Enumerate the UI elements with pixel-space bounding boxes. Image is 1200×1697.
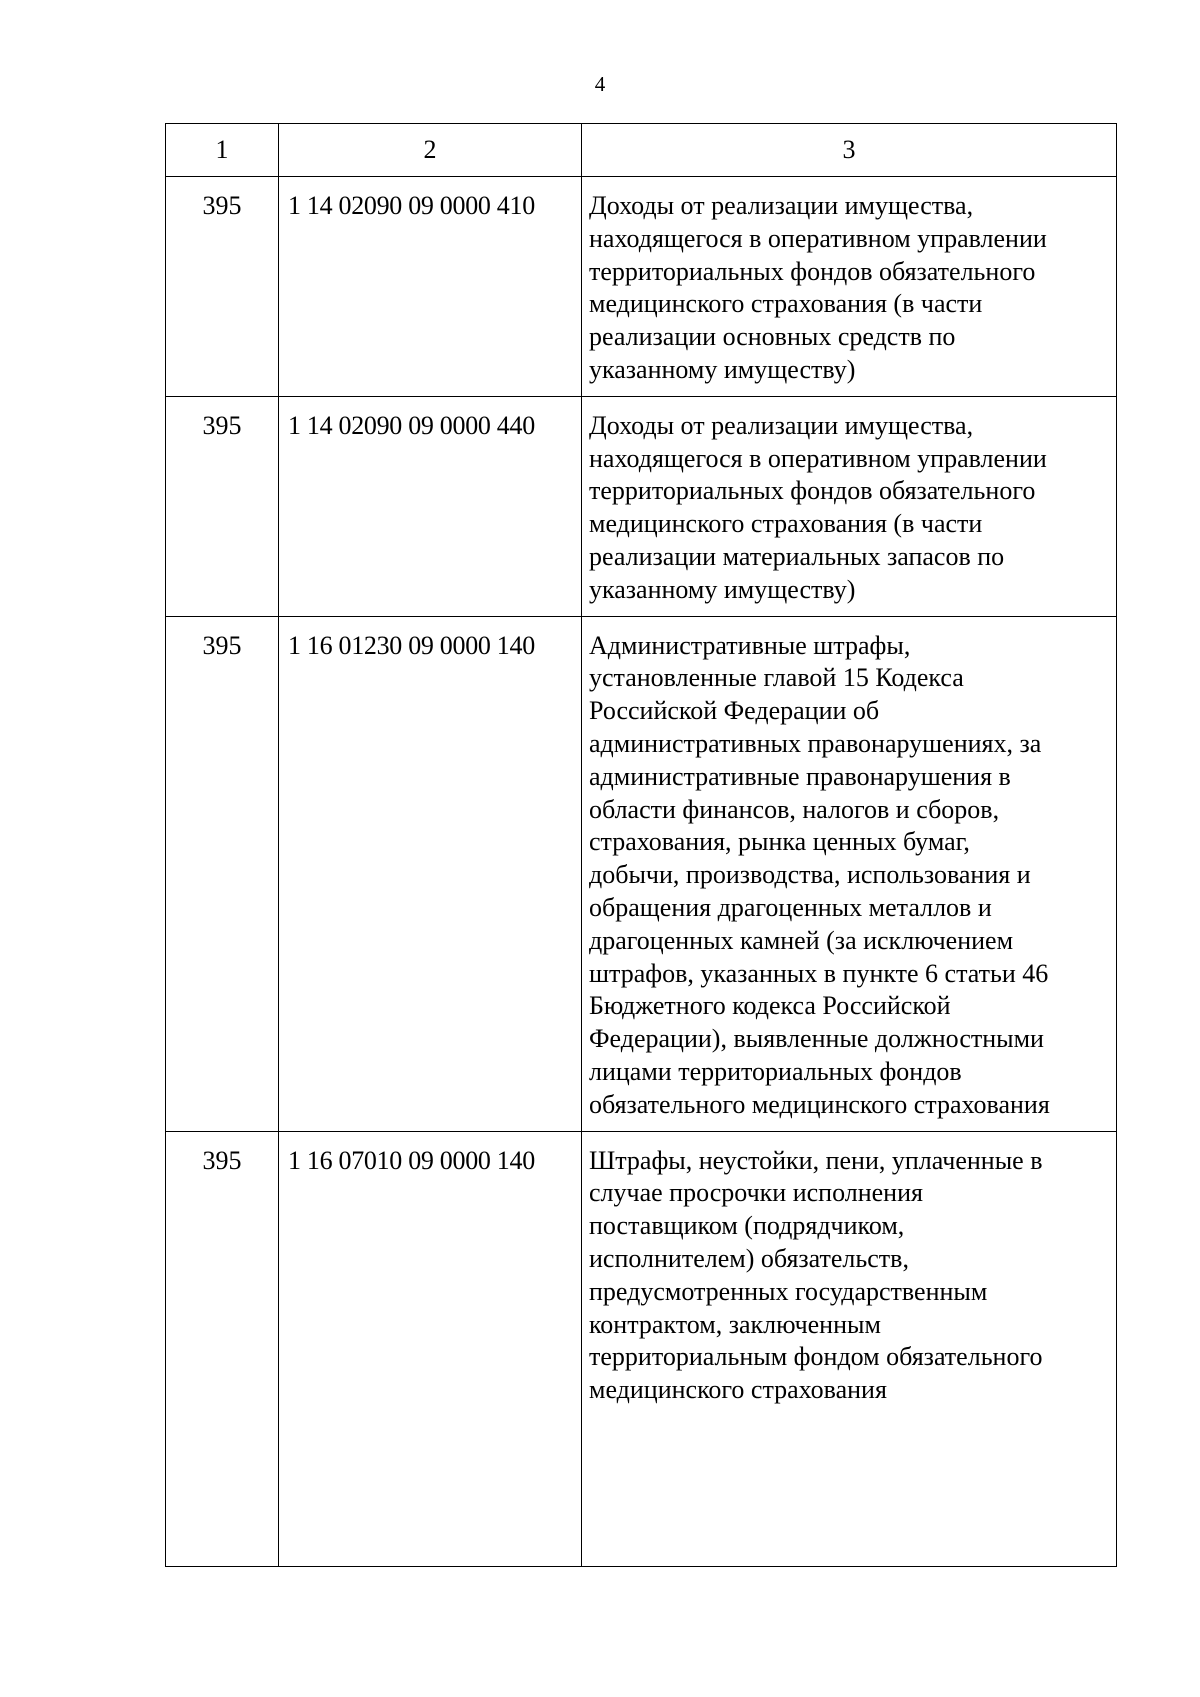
admin-code-cell: 395	[166, 616, 279, 1131]
table-header-row	[166, 124, 1117, 177]
description-line: указанному имуществу)	[589, 354, 856, 384]
description-cell	[582, 177, 1117, 397]
description-line: медицинского страхования	[589, 1375, 887, 1405]
header-cell-2: 2	[279, 124, 582, 177]
description-cell	[582, 1131, 1117, 1566]
description-cell	[582, 396, 1117, 616]
description-line: медицинского страхования (в части	[589, 509, 983, 539]
admin-code-cell: 395	[166, 177, 279, 397]
revenue-code-cell: 1 16 01230 09 0000 140	[279, 616, 582, 1131]
description-line: Доходы от реализации имущества,	[589, 191, 974, 220]
description-line: Российской Федерации об	[589, 696, 880, 726]
description-line: штрафов, указанных в пункте 6 статьи 46	[589, 958, 1049, 988]
table-row	[166, 616, 1117, 1131]
description-line: лицами территориальных фондов	[589, 1056, 962, 1086]
revenue-code-cell: 1 14 02090 09 0000 440	[279, 396, 582, 616]
revenue-codes-table	[165, 123, 1117, 1567]
description-line: Федерации), выявленные должностными	[589, 1024, 1044, 1054]
header-cell-3: 3	[582, 124, 1117, 177]
description-line: добычи, производства, использования и	[589, 860, 1031, 890]
description-line: области финансов, налогов и сборов,	[589, 794, 1000, 824]
description-line: реализации основных средств по	[589, 322, 956, 352]
table-row	[166, 177, 1117, 397]
description-line: установленные главой 15 Кодекса	[589, 663, 964, 693]
description-line: Бюджетного кодекса Российской	[589, 991, 951, 1021]
description-line: обязательного медицинского страхования	[589, 1089, 1050, 1119]
description-line: страхования, рынка ценных бумаг,	[589, 827, 970, 857]
description-line: предусмотренных государственным	[589, 1276, 988, 1306]
description-line: Штрафы, неустойки, пени, уплаченные в	[589, 1145, 1043, 1175]
revenue-code-cell: 1 16 07010 09 0000 140	[279, 1131, 582, 1566]
description-line: драгоценных камней (за исключением	[589, 925, 1014, 955]
admin-code-cell: 395	[166, 396, 279, 616]
description-line: поставщиком (подрядчиком,	[589, 1211, 905, 1241]
description-line: реализации материальных запасов по	[589, 541, 1005, 571]
description-line: указанному имуществу)	[589, 574, 856, 604]
description-line: находящегося в оперативном управлении	[589, 443, 1047, 473]
table-row	[166, 396, 1117, 616]
description-line: административных правонарушениях, за	[589, 728, 1042, 758]
description-line: находящегося в оперативном управлении	[589, 223, 1047, 253]
description-line: случае просрочки исполнения	[589, 1178, 923, 1208]
description-line: Административные штрафы,	[589, 630, 911, 660]
revenue-code-cell: 1 14 02090 09 0000 410	[279, 177, 582, 397]
description-cell	[582, 616, 1117, 1131]
description-line: медицинского страхования (в части	[589, 289, 983, 319]
description-line: исполнителем) обязательств,	[589, 1243, 909, 1273]
header-cell-1: 1	[166, 124, 279, 177]
description-line: территориальных фондов обязательного	[589, 256, 1036, 286]
description-line: Доходы от реализации имущества,	[589, 410, 974, 440]
page-number: 4	[594, 72, 606, 96]
table-row	[166, 1131, 1117, 1566]
admin-code-cell: 395	[166, 1131, 279, 1566]
description-line: контрактом, заключенным	[589, 1309, 881, 1339]
description-line: административные правонарушения в	[589, 761, 1011, 791]
description-line: территориальным фондом обязательного	[589, 1342, 1043, 1372]
description-line: обращения драгоценных металлов и	[589, 892, 992, 922]
description-line: территориальных фондов обязательного	[589, 476, 1036, 506]
